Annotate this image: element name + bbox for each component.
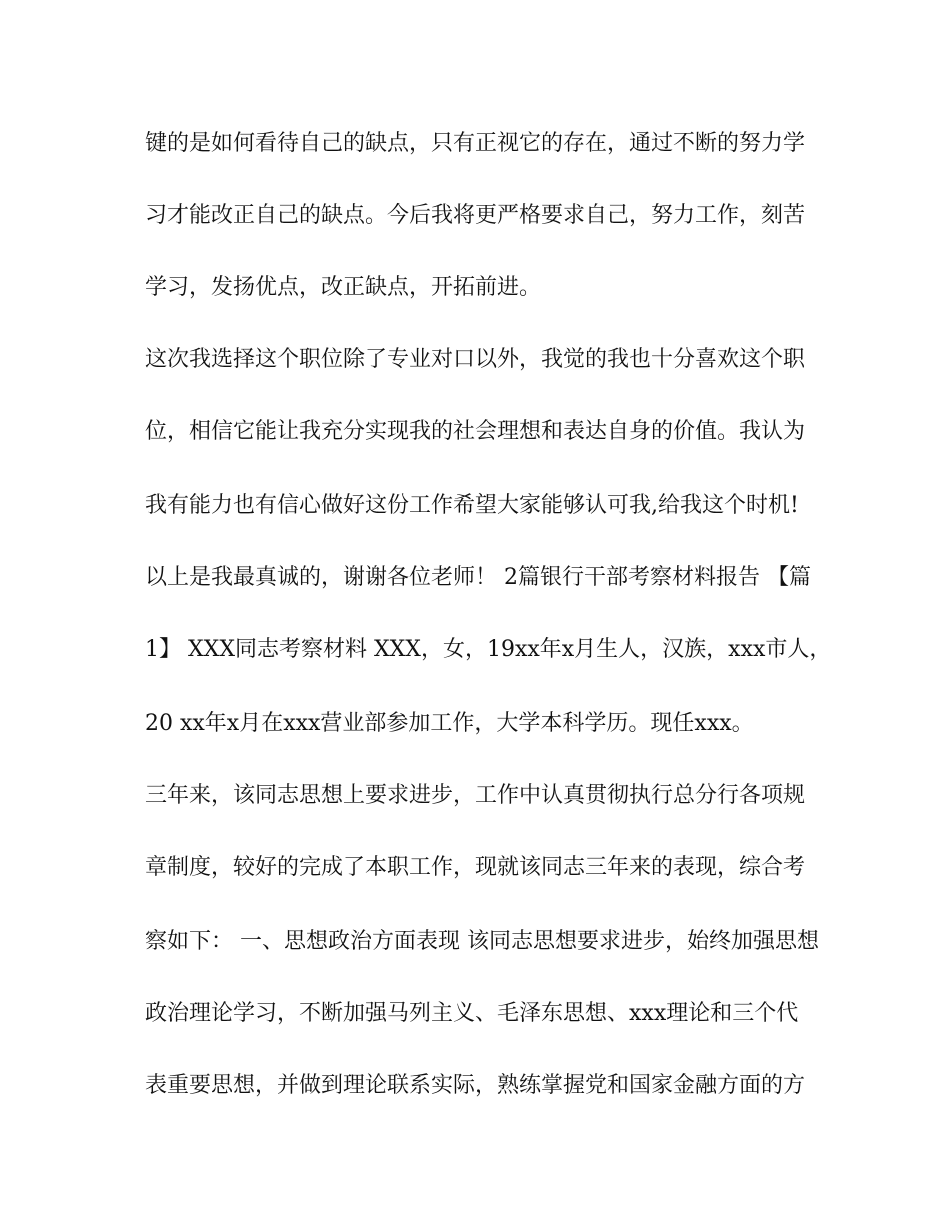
text-line: 键的是如何看待自己的缺点，只有正视它的存在，通过不断的努力学 — [145, 131, 806, 156]
text-line: 20 xx年x月在xxx营业部参加工作，大学本科学历。现任xxx。 — [145, 711, 754, 736]
text-line: 以上是我最真诚的，谢谢各位老师！ 2篇银行干部考察材料报告 【篇 — [145, 565, 811, 590]
text-line: 察如下： 一、思想政治方面表现 该同志思想要求进步，始终加强思想 — [145, 929, 819, 954]
text-line: 表重要思想，并做到理论联系实际，熟练掌握党和国家金融方面的方 — [145, 1073, 806, 1098]
text-line: 习才能改正自己的缺点。今后我将更严格要求自己，努力工作，刻苦 — [145, 203, 806, 228]
text-line: 章制度，较好的完成了本职工作，现就该同志三年来的表现，综合考 — [145, 855, 806, 880]
text-line: 学习，发扬优点，改正缺点，开拓前进。 — [145, 275, 542, 300]
text-line: 1】 XXX同志考察材料 XXX，女，19xx年x月生人，汉族，xxx市人， — [145, 637, 832, 662]
text-line: 我有能力也有信心做好这份工作希望大家能够认可我,给我这个时机! — [145, 493, 799, 518]
text-line: 政治理论学习，不断加强马列主义、毛泽东思想、xxx理论和三个代 — [145, 1001, 799, 1026]
text-line: 位，相信它能让我充分实现我的社会理想和表达自身的价值。我认为 — [145, 419, 806, 444]
text-line: 这次我选择这个职位除了专业对口以外，我觉的我也十分喜欢这个职 — [145, 347, 806, 372]
text-line: 三年来，该同志思想上要求进步，工作中认真贯彻执行总分行各项规 — [145, 783, 806, 808]
